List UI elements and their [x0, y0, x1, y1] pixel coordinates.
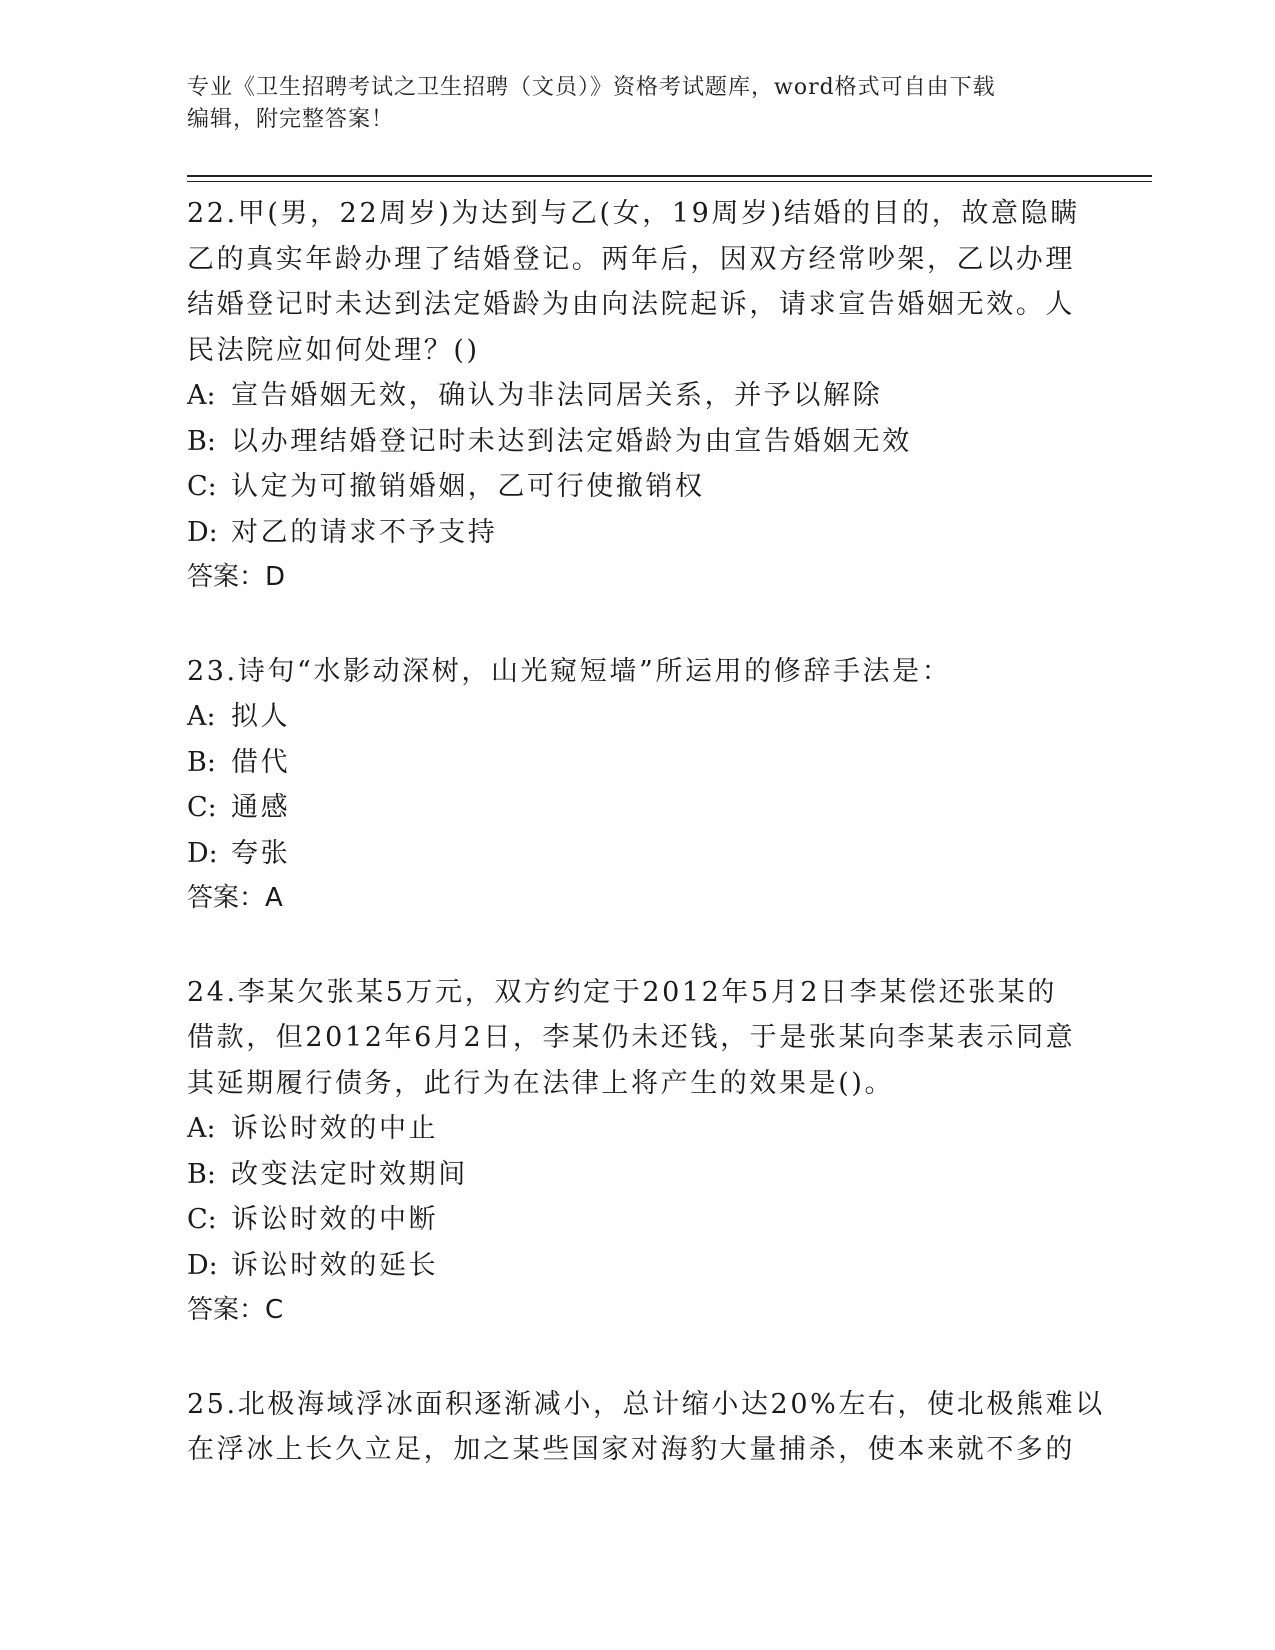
option-text: 诉讼时效的延长 — [231, 1249, 439, 1281]
option-letter: D: — [187, 837, 218, 869]
option-b — [187, 419, 1087, 465]
option-letter: D: — [187, 516, 218, 548]
option-letter: C: — [187, 471, 217, 502]
stem-line: 23.诗句“水影动深树，山光窥短墙”所运用的修辞手法是： — [187, 655, 952, 687]
question-24 — [187, 970, 1087, 1334]
option-d — [187, 1243, 1087, 1289]
option-letter: B: — [187, 425, 216, 457]
option-a — [187, 694, 1087, 740]
answer-line: 答案：D — [187, 562, 286, 592]
question-list — [187, 191, 1105, 1521]
option-text: 改变法定时效期间 — [231, 1158, 468, 1190]
stem-line: 乙的真实年龄办理了结婚登记。两年后，因双方经常吵架，乙以办理 — [187, 243, 1075, 275]
stem-line: 22.甲(男，22周岁)为达到与乙(女，19周岁)结婚的目的，故意隐瞒 — [187, 198, 1080, 229]
header-line-2: 编辑，附完整答案！ — [187, 107, 395, 132]
option-c — [187, 785, 1087, 831]
stem-line: 25.北极海域浮冰面积逐渐减小，总计缩小达20%左右，使北极熊难以 — [187, 1388, 1105, 1420]
option-a — [187, 373, 1087, 419]
option-text: 以办理结婚登记时未达到法定婚龄为由宣告婚姻无效 — [231, 425, 912, 457]
question-23 — [187, 649, 1087, 922]
stem-line: 民法院应如何处理？() — [187, 334, 480, 366]
stem-line: 24.李某欠张某5万元，双方约定于2012年5月2日李某偿还张某的 — [187, 976, 1057, 1008]
option-text: 诉讼时效的中断 — [231, 1204, 439, 1235]
option-letter: A: — [187, 380, 216, 411]
option-d — [187, 510, 1087, 556]
option-text: 借代 — [231, 746, 291, 778]
option-letter: A: — [187, 1113, 216, 1144]
option-letter: B: — [187, 746, 216, 778]
option-letter: C: — [187, 792, 217, 823]
stem-line: 其延期履行债务，此行为在法律上将产生的效果是()。 — [187, 1067, 895, 1099]
option-text: 宣告婚姻无效，确认为非法同居关系，并予以解除 — [231, 380, 883, 411]
answer-line: 答案：A — [187, 883, 283, 913]
option-text: 诉讼时效的中止 — [231, 1113, 439, 1144]
question-22 — [187, 191, 1087, 601]
question-stem — [187, 970, 1087, 1107]
option-b — [187, 740, 1087, 786]
option-letter: A: — [187, 701, 216, 732]
stem-line: 结婚登记时未达到法定婚龄为由向法院起诉，请求宣告婚姻无效。人 — [187, 289, 1075, 320]
header-divider-thick — [187, 175, 1152, 177]
stem-line: 借款，但2012年6月2日，李某仍未还钱，于是张某向李某表示同意 — [187, 1022, 1076, 1053]
option-letter: B: — [187, 1158, 216, 1190]
option-c — [187, 464, 1087, 510]
option-c — [187, 1197, 1087, 1243]
option-d — [187, 831, 1087, 877]
stem-line: 在浮冰上长久立足，加之某些国家对海豹大量捕杀，使本来就不多的 — [187, 1434, 1075, 1465]
option-text: 对乙的请求不予支持 — [231, 516, 498, 548]
option-a — [187, 1106, 1087, 1152]
answer-line: 答案：C — [187, 1295, 284, 1325]
option-text: 夸张 — [231, 837, 291, 869]
option-letter: C: — [187, 1204, 217, 1235]
option-text: 拟人 — [231, 701, 291, 732]
header-line-1: 专业《卫生招聘考试之卫生招聘（文员）》资格考试题库，word格式可自由下载 — [187, 75, 996, 100]
option-text: 认定为可撤销婚姻，乙可行使撤销权 — [231, 471, 705, 502]
option-b — [187, 1152, 1087, 1198]
option-letter: D: — [187, 1249, 218, 1281]
question-stem — [187, 1382, 1105, 1473]
question-stem — [187, 649, 1087, 695]
option-text: 通感 — [231, 792, 291, 823]
question-25 — [187, 1382, 1105, 1473]
header-divider-thin — [187, 181, 1152, 182]
question-stem — [187, 191, 1087, 373]
document-header — [187, 72, 1087, 136]
